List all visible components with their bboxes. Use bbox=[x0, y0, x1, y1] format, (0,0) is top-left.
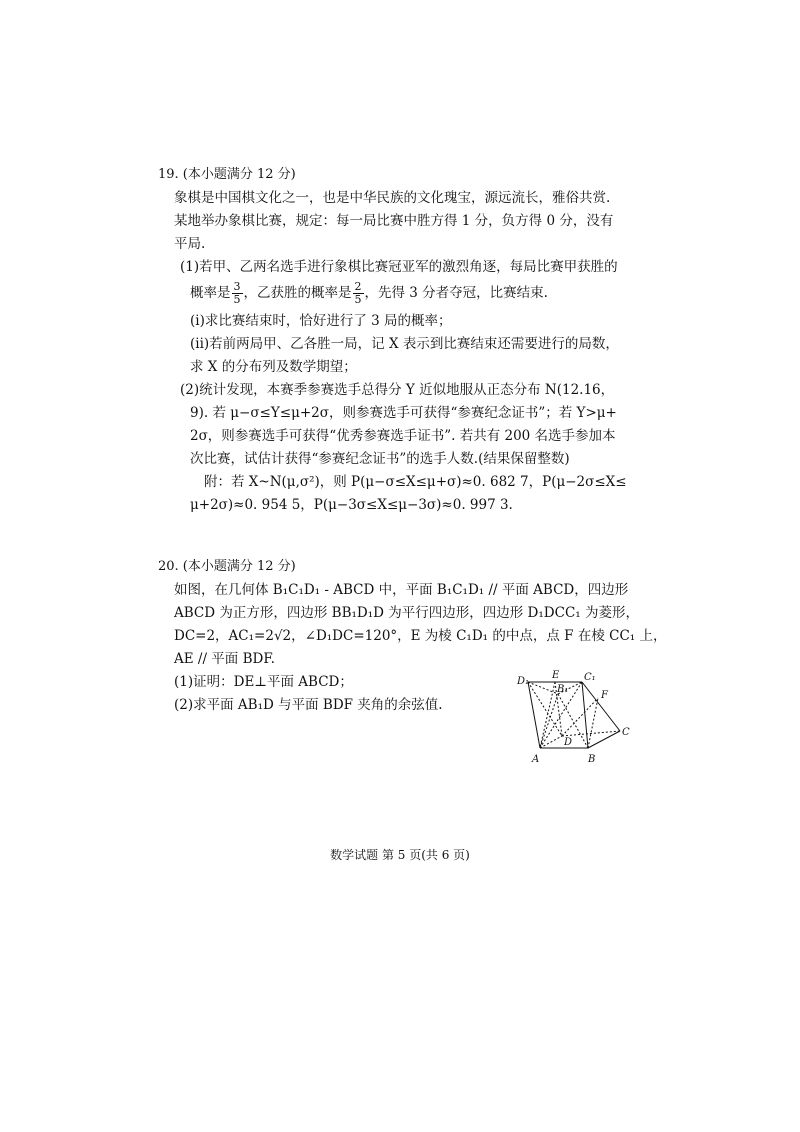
fraction-numerator: 3 bbox=[233, 280, 241, 294]
q20-header: 20. (本小题满分 12 分) bbox=[158, 559, 296, 574]
edge-D1-A bbox=[528, 682, 540, 748]
label-C1: C₁ bbox=[584, 672, 596, 683]
fraction-denominator: 5 bbox=[354, 293, 362, 306]
page-footer: 数学试题 第 5 页(共 6 页) bbox=[330, 848, 470, 862]
label-D1: D₁ bbox=[517, 676, 530, 687]
q19-part1-line-a: (1)若甲、乙两名选手进行象棋比赛冠亚军的激烈角逐，每局比赛甲获胜的 bbox=[180, 259, 618, 275]
q19-part1-suffix: ，先得 3 分者夺冠，比赛结束. bbox=[364, 285, 548, 301]
q19-part2-line-d: 次比赛，试估计获得“参赛纪念证书”的选手人数.(结果保留整数) bbox=[190, 451, 570, 467]
label-B: B bbox=[588, 754, 596, 765]
q19-part2-line-b: 9). 若 μ−σ≤Y≤μ+2σ，则参赛选手可获得“参赛纪念证书”；若 Y>μ+ bbox=[190, 405, 617, 421]
fraction-three-fifths bbox=[232, 281, 243, 305]
label-E: E bbox=[552, 670, 560, 681]
q20-line-4: AE // 平面 BDF. bbox=[174, 651, 275, 667]
q20-part1: (1)证明：DE⊥平面 ABCD； bbox=[174, 674, 353, 690]
q19-part1-middle: ，乙获胜的概率是 bbox=[243, 285, 352, 301]
q19-header: 19. (本小题满分 12 分) bbox=[158, 167, 296, 182]
segment-E-A bbox=[540, 682, 555, 748]
q20-line-1: 如图，在几何体 B₁C₁D₁ - ABCD 中，平面 B₁C₁D₁ // 平面 ABCD，四边形 bbox=[174, 582, 629, 598]
q19-part1-prefix: 概率是 bbox=[190, 285, 231, 301]
label-F: F bbox=[601, 690, 608, 701]
q19-sub-ii-line-b: 求 X 的分布列及数学期望； bbox=[190, 359, 357, 375]
q19-sub-i: (i)求比赛结束时，恰好进行了 3 局的概率； bbox=[190, 313, 452, 329]
q19-part2-line-c: 2σ，则参赛选手可获得“优秀参赛选手证书”. 若共有 200 名选手参加本 bbox=[190, 428, 616, 444]
q20-line-2: ABCD 为正方形，四边形 BB₁D₁D 为平行四边形，四边形 D₁DCC₁ 为菱形， bbox=[174, 605, 639, 621]
fraction-denominator: 5 bbox=[233, 293, 241, 306]
q19-part2-line-a: (2)统计发现，本赛季参赛选手总得分 Y 近似地服从正态分布 N(12.16， bbox=[180, 382, 615, 398]
fraction-two-fifths bbox=[353, 281, 364, 305]
q20-line-3: DC=2，AC₁=2√2，∠D₁DC=120°，E 为棱 C₁D₁ 的中点，点 F 在棱 CC₁ 上， bbox=[174, 628, 667, 644]
label-D: D bbox=[564, 737, 573, 748]
segment-D-F bbox=[562, 698, 598, 736]
edge-A-D bbox=[540, 736, 562, 748]
q19-intro-line-2: 某地举办象棋比赛，规定：每一局比赛中胜方得 1 分，负方得 0 分，没有 bbox=[174, 213, 614, 229]
q19-sub-ii-line-a: (ii)若前两局甲、乙各胜一局，记 X 表示到比赛结束还需要进行的局数， bbox=[190, 336, 619, 352]
q19-note-line-a: 附：若 X~N(μ,σ²)，则 P(μ−σ≤X≤μ+σ)≈0. 682 7，P(μ−2σ≤X≤ bbox=[204, 474, 627, 490]
fraction-numerator: 2 bbox=[354, 280, 362, 294]
label-C: C bbox=[622, 727, 630, 738]
q19-note-line-b: μ+2σ)≈0. 954 5，P(μ−3σ≤X≤μ−3σ)≈0. 997 3. bbox=[190, 497, 513, 513]
segment-B-F bbox=[588, 698, 598, 748]
geometry-figure bbox=[510, 668, 630, 768]
q19-part1-line-b bbox=[190, 279, 548, 307]
edge-B-C bbox=[588, 731, 620, 748]
label-B1: B₁ bbox=[557, 684, 569, 695]
label-A: A bbox=[532, 754, 540, 765]
edge-C1-B bbox=[582, 682, 588, 748]
q19-intro-line-3: 平局. bbox=[174, 236, 206, 252]
q20-part2: (2)求平面 AB₁D 与平面 BDF 夹角的余弦值. bbox=[174, 697, 443, 713]
q19-intro-line-1: 象棋是中国棋文化之一，也是中华民族的文化瑰宝，源远流长，雅俗共赏. bbox=[174, 190, 611, 206]
edge-D1-B1 bbox=[528, 682, 558, 694]
